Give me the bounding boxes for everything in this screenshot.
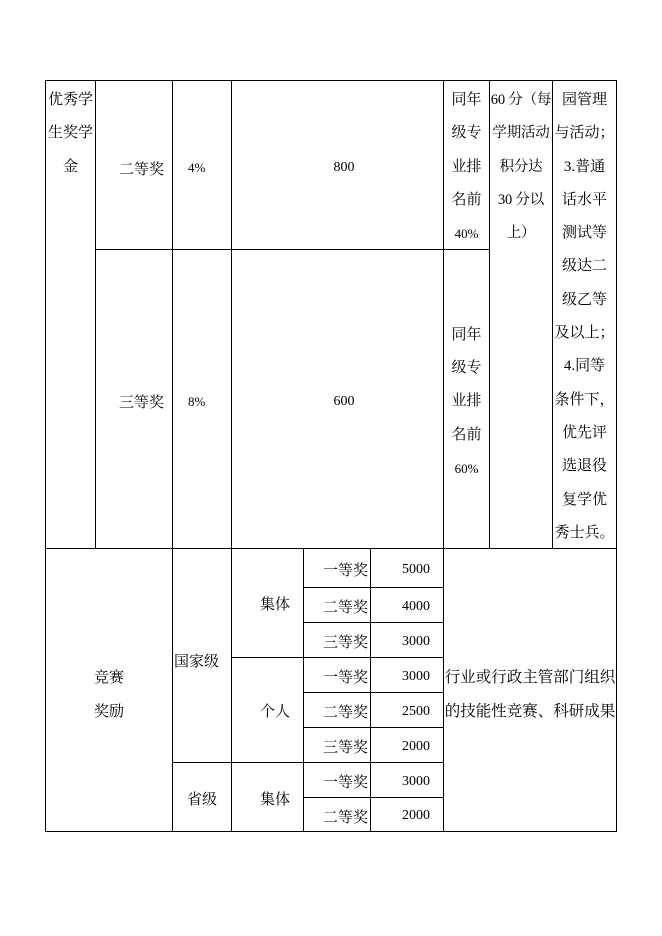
competition-level-name: 省级 (186, 792, 217, 808)
competition-level-provincial-cell (172, 762, 232, 832)
rank-line: 同年 (451, 326, 482, 343)
competition-group-type: 集体 (259, 596, 290, 613)
award-grade-cell (303, 587, 371, 623)
rank-line: 40% (454, 226, 479, 242)
scholarship-row-2-level-cell (95, 249, 173, 549)
award-amount-cell (370, 762, 444, 798)
award-grade: 三等奖 (322, 635, 368, 651)
activity-line: 上） (506, 225, 536, 242)
condition-line: 与活动； (554, 125, 615, 142)
scholarship-category-line: 优秀学 (47, 92, 93, 108)
award-amount: 4000 (402, 598, 430, 614)
award-grade: 二等奖 (322, 705, 368, 721)
rank-line: 级专 (451, 360, 482, 377)
scholarship-category-cell (45, 80, 96, 549)
award-amount-cell (370, 548, 444, 588)
rank-line: 60% (454, 460, 479, 476)
competition-category-line: 奖励 (93, 703, 124, 720)
condition-line: 3.普通 (563, 158, 606, 175)
activity-line: 30 分以 (497, 191, 545, 208)
award-ratio-value: 8% (188, 393, 206, 409)
award-level-label: 二等奖 (118, 161, 164, 178)
activity-line: 学期活动 (492, 125, 550, 142)
award-amount-cell (370, 797, 444, 832)
competition-group-individual-cell (231, 657, 304, 763)
award-grade-cell (303, 797, 371, 832)
condition-line: 级达二 (561, 258, 607, 275)
scholarship-row-2-amount-cell (231, 249, 444, 549)
award-amount-cell (370, 692, 444, 728)
award-grade-cell (303, 548, 371, 588)
competition-group-collective-cell (231, 548, 304, 658)
rank-line: 业排 (451, 393, 482, 410)
rank-line: 名前 (451, 426, 482, 443)
award-amount: 2500 (402, 703, 430, 719)
rank-line: 名前 (451, 191, 482, 208)
award-ratio-value: 4% (188, 160, 206, 175)
competition-description-line: 的技能性竞赛、科研成果 (444, 702, 616, 720)
condition-line: 选退役 (561, 458, 607, 475)
scholarship-row-2-rank-cell (443, 249, 490, 549)
scholarship-row-1-rank-cell (443, 80, 490, 250)
condition-line: 及以上； (554, 325, 615, 342)
competition-level-national-cell (172, 548, 232, 763)
award-amount-cell (370, 622, 444, 658)
award-amount: 5000 (402, 561, 430, 577)
condition-line: 级乙等 (561, 291, 607, 308)
award-grade: 三等奖 (322, 740, 368, 756)
condition-line: 4.同等 (563, 358, 606, 375)
competition-description-line: 行业或行政主管部门组织 (444, 668, 616, 686)
competition-category-line: 竞赛 (93, 669, 124, 686)
condition-line: 话水平 (561, 191, 607, 208)
award-grade-cell (303, 727, 371, 763)
award-grade-cell (303, 762, 371, 798)
award-grade-cell (303, 692, 371, 728)
competition-description-cell (443, 548, 617, 832)
award-level-label: 三等奖 (118, 395, 164, 411)
activity-line: 60 分（每 (490, 92, 552, 108)
award-amount: 3000 (402, 668, 430, 684)
competition-group-type: 集体 (259, 792, 290, 808)
award-grade: 一等奖 (322, 563, 368, 579)
scholarship-row-1-level-cell (95, 80, 173, 250)
condition-line: 复学优 (561, 491, 607, 508)
competition-group-type: 个人 (259, 703, 290, 720)
condition-line: 测试等 (561, 225, 607, 242)
award-amount: 2000 (402, 808, 430, 823)
scholarship-row-1-ratio-cell (172, 80, 232, 250)
award-grade: 一等奖 (322, 775, 368, 791)
activity-line: 积分达 (499, 158, 543, 175)
competition-group-collective-cell (231, 762, 304, 832)
condition-line: 优先评 (561, 424, 607, 441)
condition-line: 条件下， (554, 391, 615, 408)
award-amount-cell (370, 727, 444, 763)
scholarship-row-1-amount-cell (231, 80, 444, 250)
award-grade: 一等奖 (322, 670, 368, 686)
rank-line: 级专 (451, 125, 482, 142)
competition-level-name: 国家级 (174, 654, 220, 670)
award-amount-value: 800 (333, 160, 355, 175)
award-grade: 二等奖 (322, 809, 368, 826)
competition-category-cell (45, 548, 173, 832)
rank-line: 同年 (451, 92, 482, 108)
award-amount-cell (370, 587, 444, 623)
condition-line: 园管理 (561, 92, 607, 108)
scholarship-row-2-ratio-cell (172, 249, 232, 549)
award-amount: 2000 (402, 738, 430, 754)
conditions-cell (552, 80, 617, 549)
rank-line: 业排 (451, 158, 482, 175)
condition-line: 秀士兵。 (554, 524, 615, 541)
scholarship-category-line: 生奖学 (47, 125, 93, 142)
award-grade-cell (303, 657, 371, 693)
award-grade-cell (303, 622, 371, 658)
award-grade: 二等奖 (322, 600, 368, 616)
scholarship-category-line: 金 (62, 158, 78, 175)
award-amount: 3000 (402, 633, 430, 649)
activity-requirement-cell (489, 80, 553, 549)
award-amount-value: 600 (333, 393, 355, 409)
award-amount: 3000 (402, 773, 430, 789)
award-amount-cell (370, 657, 444, 693)
